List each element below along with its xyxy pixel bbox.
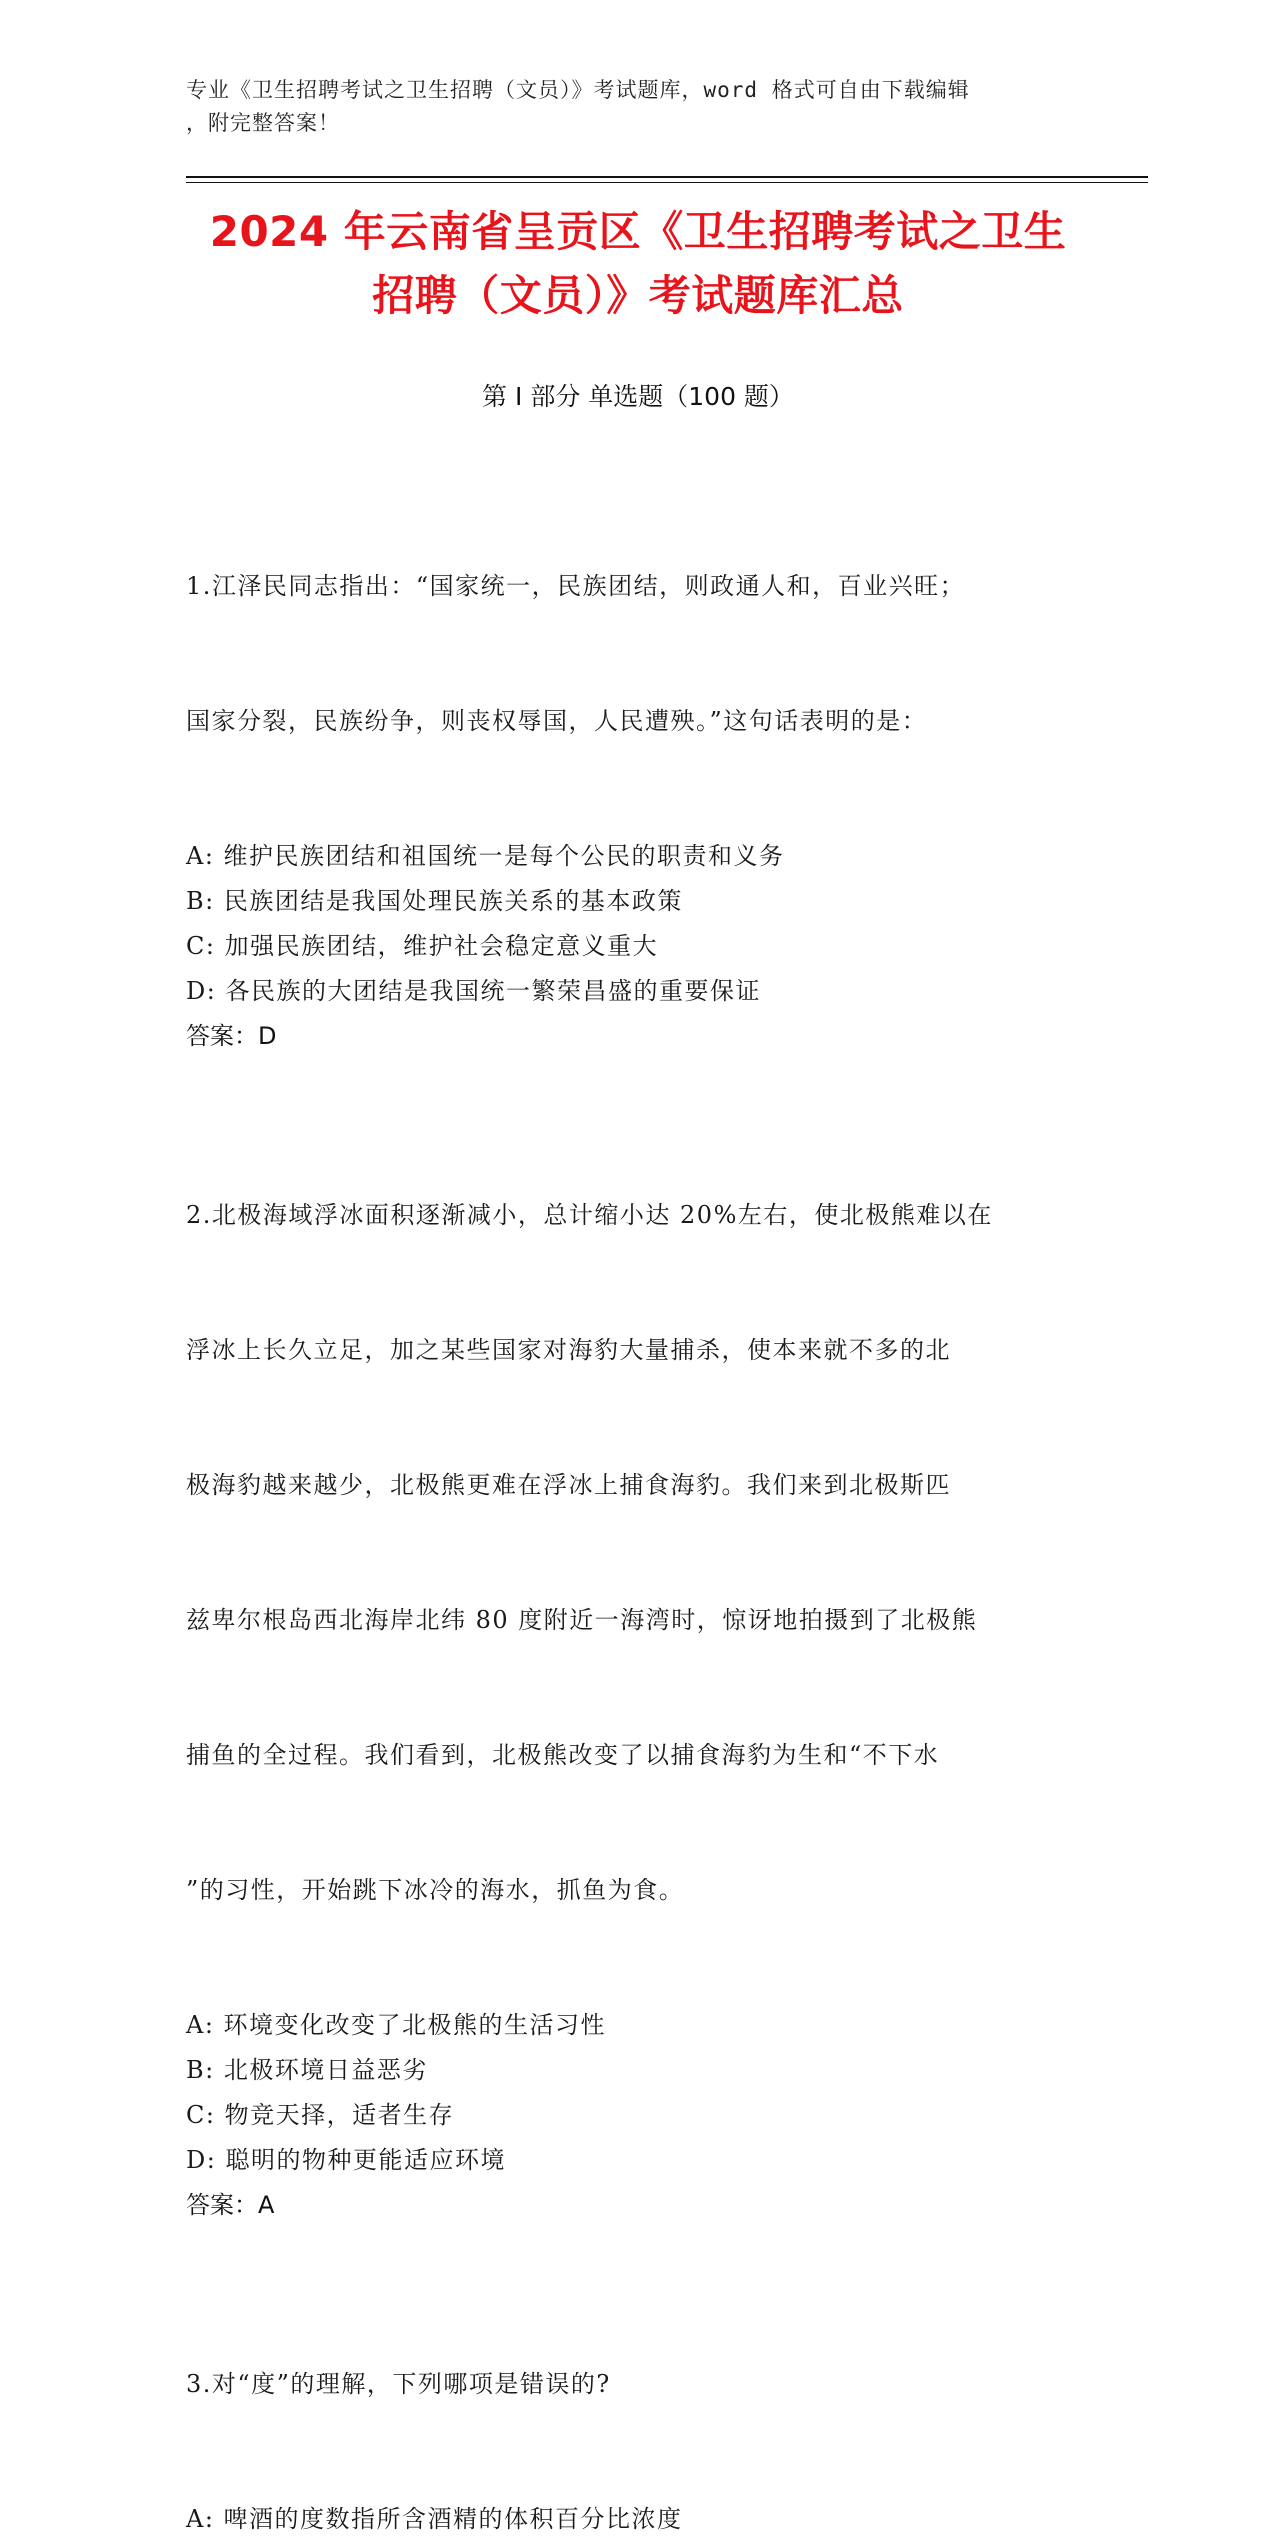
question-stem-line: 极海豹越来越少，北极熊更难在浮冰上捕食海豹。我们来到北极斯匹 — [186, 1471, 951, 1499]
answer: 答案：D — [186, 1022, 277, 1050]
question-stem — [186, 474, 1086, 834]
option-a: A: 啤酒的度数指所含酒精的体积百分比浓度 — [186, 2505, 683, 2533]
section-title: 第 I 部分 单选题（100 题） — [482, 382, 794, 411]
header-note-line: 专业《卫生招聘考试之卫生招聘（文员）》考试题库，word 格式可自由下载编辑 — [186, 78, 970, 102]
option-b: B: 北极环境日益恶劣 — [186, 2056, 428, 2084]
option-a: A: 环境变化改变了北极熊的生活习性 — [186, 2011, 607, 2039]
question-1 — [186, 474, 1086, 1059]
question-stem-line: 国家分裂，民族纷争，则丧权辱国，人民遭殃。”这句话表明的是： — [186, 707, 928, 735]
question-2 — [186, 1103, 1086, 2228]
question-stem-line: 2.北极海域浮冰面积逐渐减小，总计缩小达 20%左右，使北极熊难以在 — [186, 1201, 993, 1229]
question-3 — [186, 2272, 1086, 2542]
option-d: D: 聪明的物种更能适应环境 — [186, 2146, 506, 2174]
question-list — [186, 474, 1086, 2542]
option-d: D: 各民族的大团结是我国统一繁荣昌盛的重要保证 — [186, 977, 761, 1005]
question-stem — [186, 1103, 1086, 2003]
header-divider — [186, 176, 1148, 178]
option-a: A: 维护民族团结和祖国统一是每个公民的职责和义务 — [186, 842, 785, 870]
document-title-line: 2024 年云南省呈贡区《卫生招聘考试之卫生 — [209, 207, 1067, 256]
question-stem-line: 1.江泽民同志指出：“国家统一，民族团结，则政通人和，百业兴旺； — [186, 572, 966, 600]
option-c: C: 物竞天择，适者生存 — [186, 2101, 455, 2129]
question-stem-line: 浮冰上长久立足，加之某些国家对海豹大量捕杀，使本来就不多的北 — [186, 1336, 951, 1364]
question-stem-line: 捕鱼的全过程。我们看到，北极熊改变了以捕食海豹为生和“不下水 — [186, 1741, 940, 1769]
question-stem-line: 兹卑尔根岛西北海岸北纬 80 度附近一海湾时，惊讶地拍摄到了北极熊 — [186, 1606, 978, 1634]
answer: 答案：A — [186, 2191, 275, 2219]
option-b: B: 民族团结是我国处理民族关系的基本政策 — [186, 887, 683, 915]
header-note — [186, 74, 1066, 140]
header-divider-thin — [186, 182, 1148, 183]
question-stem — [186, 2272, 1086, 2497]
question-stem-line: ”的习性，开始跳下冰冷的海水，抓鱼为食。 — [186, 1876, 685, 1904]
option-c: C: 加强民族团结，维护社会稳定意义重大 — [186, 932, 659, 960]
document-title — [160, 200, 1116, 328]
header-note-line: ，附完整答案！ — [186, 111, 340, 135]
question-stem-line: 3.对“度”的理解，下列哪项是错误的? — [186, 2370, 611, 2398]
document-title-line: 招聘（文员）》考试题库汇总 — [372, 271, 904, 320]
